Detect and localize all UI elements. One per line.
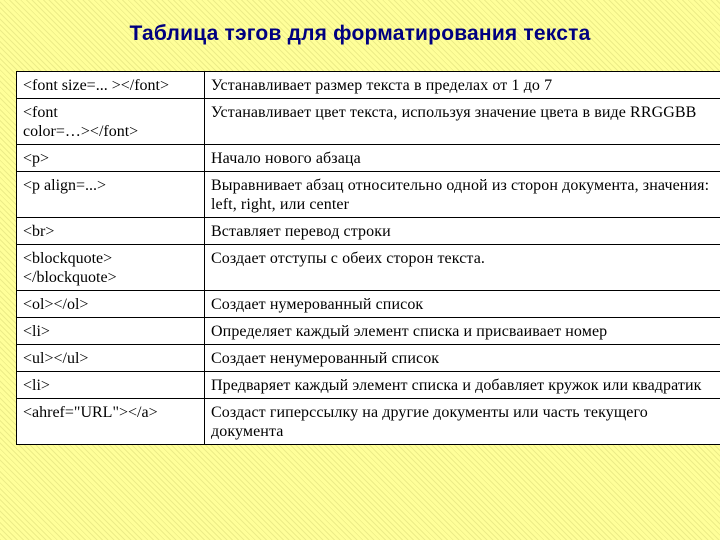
description-cell: Определяет каждый элемент списка и присваивает номер [205,318,720,345]
description-cell: Вставляет перевод строки [205,218,720,245]
table-row [17,291,720,318]
description-cell: Создает ненумерованный список [205,345,720,372]
tag-cell: <font size=... ></font> [17,72,205,99]
tag-cell: <blockquote> </blockquote> [17,245,205,291]
description-cell: Устанавливает цвет текста, используя значение цвета в виде RRGGBB [205,99,720,145]
table-row [17,218,720,245]
tag-cell: <p> [17,145,205,172]
table-row [17,99,720,145]
page-title: Таблица тэгов для форматирования текста [129,22,591,45]
tag-cell: <font color=…></font> [17,99,205,145]
table-row [17,399,720,445]
table-row [17,245,720,291]
tag-cell: <p align=...> [17,172,205,218]
description-cell: Создает отступы с обеих сторон текста. [205,245,720,291]
description-cell: Создаст гиперссылку на другие документы или часть текущего документа [205,399,720,445]
table-row [17,145,720,172]
table-row [17,345,720,372]
description-cell: Начало нового абзаца [205,145,720,172]
tag-cell: <ol></ol> [17,291,205,318]
description-cell: Предваряет каждый элемент списка и добавляет кружок или квадратик [205,372,720,399]
tag-cell: <li> [17,372,205,399]
table-row [17,372,720,399]
tag-cell: <ul></ul> [17,345,205,372]
tag-cell: <li> [17,318,205,345]
tag-cell: <ahref="URL"></a> [17,399,205,445]
table-row [17,72,720,99]
tag-cell: <br> [17,218,205,245]
description-cell: Создает нумерованный список [205,291,720,318]
table-row [17,318,720,345]
description-cell: Устанавливает размер текста в пределах от 1 до 7 [205,72,720,99]
tags-table [16,71,720,445]
description-cell: Выравнивает абзац относительно одной из сторон документа, значения: left, right, или center [205,172,720,218]
table-row [17,172,720,218]
